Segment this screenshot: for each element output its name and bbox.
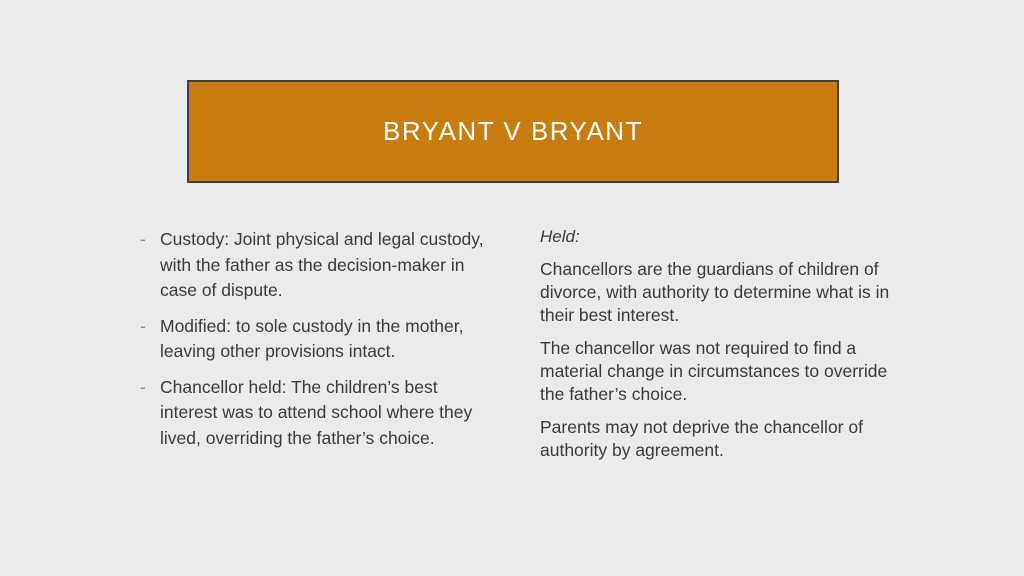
bullet-dash: - xyxy=(140,376,146,397)
holding-paragraph: Parents may not deprive the chancellor of authority by agreement. xyxy=(540,417,863,460)
holding-paragraph: Chancellors are the guardians of children of divorce, with authority to determine what is in their best interest. xyxy=(540,259,890,325)
bullet-item-modified xyxy=(140,314,485,365)
bullet-dash: - xyxy=(140,315,146,336)
bullet-text: Custody: Joint physical and legal custody, with the father as the decision-maker in case of dispute. xyxy=(160,229,484,300)
title-banner xyxy=(187,80,839,183)
slide-title: BRYANT V BRYANT xyxy=(383,116,643,146)
bullet-text: Chancellor held: The children’s best interest was to attend school where they lived, overriding the father’s choice. xyxy=(160,376,473,448)
bullet-item-chancellor-held xyxy=(140,375,485,452)
facts-bullet-list xyxy=(140,227,485,461)
holding-section xyxy=(540,226,900,472)
bullet-dash: - xyxy=(140,229,146,249)
held-label: Held: xyxy=(540,227,580,246)
bullet-item-custody xyxy=(140,227,485,304)
bullet-text: Modified: to sole custody in the mother, leaving other provisions intact. xyxy=(160,315,464,361)
holding-paragraph: The chancellor was not required to find a material change in circumstances to override the father’s choice. xyxy=(540,338,888,404)
